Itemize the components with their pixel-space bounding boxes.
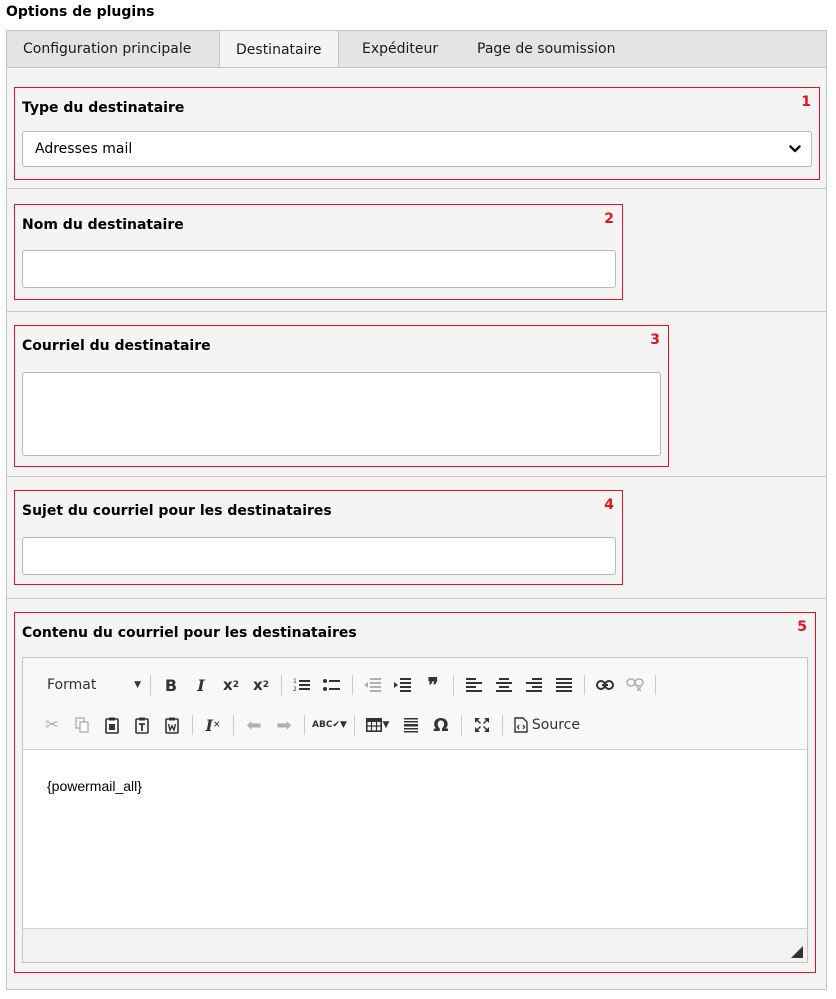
tab-sender[interactable]: Expéditeur — [362, 41, 439, 57]
special-character-icon[interactable]: Ω — [433, 714, 449, 736]
horizontal-line-icon[interactable] — [398, 712, 424, 738]
receiver-body-field — [14, 612, 816, 973]
tab-main-configuration[interactable]: Configuration principale — [23, 41, 192, 57]
source-button[interactable] — [510, 712, 584, 738]
bulleted-list-icon[interactable] — [319, 672, 345, 698]
toolbar-separator — [655, 675, 656, 695]
annotation-badge: 5 — [797, 619, 807, 635]
numbered-list-icon[interactable] — [289, 672, 315, 698]
source-button-label: Source — [531, 717, 580, 733]
annotation-badge: 2 — [604, 211, 614, 227]
blockquote-icon[interactable]: ❞ — [427, 673, 439, 697]
cut-icon[interactable]: ✂ — [44, 715, 60, 735]
unlink-icon[interactable] — [622, 672, 648, 698]
receiver-name-field — [14, 204, 623, 300]
toolbar-separator — [502, 715, 503, 735]
format-dropdown-label: Format — [47, 677, 97, 693]
receiver-subject-label: Sujet du courriel pour les destinataires — [22, 503, 332, 519]
rich-text-editor — [22, 657, 808, 963]
toolbar-separator — [352, 675, 353, 695]
toolbar-separator — [461, 715, 462, 735]
toolbar-separator — [192, 715, 193, 735]
row-divider — [6, 598, 827, 599]
receiver-type-field — [14, 87, 820, 180]
chevron-down-icon — [789, 143, 801, 155]
toolbar-separator — [584, 675, 585, 695]
paste-icon[interactable] — [99, 712, 125, 738]
italic-icon[interactable]: I — [197, 675, 205, 695]
editor-status-bar — [23, 928, 807, 962]
bold-icon[interactable]: B — [164, 675, 178, 695]
toolbar-separator — [453, 675, 454, 695]
format-dropdown[interactable] — [37, 672, 145, 698]
receiver-subject-input[interactable] — [22, 537, 616, 575]
toolbar-separator — [281, 675, 282, 695]
subscript-icon[interactable]: x 2 — [223, 676, 239, 694]
undo-icon[interactable]: ⬅ — [246, 714, 262, 736]
toolbar-separator — [304, 715, 305, 735]
row-divider — [6, 311, 827, 312]
svg-text:2: 2 — [293, 686, 297, 693]
page-title: Options de plugins — [6, 4, 155, 20]
receiver-email-label: Courriel du destinataire — [22, 338, 211, 354]
align-center-icon[interactable] — [491, 672, 517, 698]
tab-bar — [6, 30, 827, 68]
tab-receiver[interactable]: Destinataire — [219, 30, 339, 70]
svg-text:1: 1 — [293, 678, 297, 685]
tab-submit-page[interactable]: Page de soumission — [477, 41, 616, 57]
spellcheck-icon[interactable]: ABC✔ ▼ — [312, 720, 347, 730]
receiver-type-select[interactable] — [22, 131, 812, 167]
receiver-subject-field — [14, 490, 623, 585]
receiver-type-value: Adresses mail — [35, 141, 133, 157]
receiver-name-input[interactable] — [22, 250, 616, 288]
paste-word-icon[interactable] — [159, 712, 185, 738]
toolbar-separator — [354, 715, 355, 735]
toolbar-separator — [233, 715, 234, 735]
outdent-icon[interactable] — [360, 672, 386, 698]
annotation-badge: 4 — [604, 497, 614, 513]
align-right-icon[interactable] — [521, 672, 547, 698]
receiver-email-textarea[interactable] — [22, 372, 661, 456]
receiver-type-label: Type du destinataire — [22, 100, 185, 116]
receiver-name-label: Nom du destinataire — [22, 217, 184, 233]
maximize-icon[interactable] — [469, 712, 495, 738]
annotation-badge: 3 — [650, 332, 660, 348]
remove-format-icon[interactable]: I × — [205, 715, 221, 735]
copy-icon[interactable] — [69, 712, 95, 738]
link-icon[interactable] — [592, 672, 618, 698]
caret-down-icon: ▼ — [134, 680, 141, 690]
redo-icon[interactable]: ➡ — [276, 714, 292, 736]
row-divider — [6, 188, 827, 189]
table-icon[interactable]: ▼ — [362, 712, 394, 738]
editor-toolbar — [23, 658, 807, 750]
source-icon — [514, 717, 528, 733]
indent-icon[interactable] — [390, 672, 416, 698]
align-left-icon[interactable] — [461, 672, 487, 698]
align-justify-icon[interactable] — [551, 672, 577, 698]
editor-content-text: {powermail_all} — [47, 778, 142, 794]
annotation-badge: 1 — [801, 94, 811, 110]
receiver-body-label: Contenu du courriel pour les destinataires — [22, 625, 357, 641]
resize-handle-icon[interactable] — [791, 946, 803, 958]
editor-content-area[interactable] — [23, 750, 807, 928]
toolbar-separator — [150, 675, 151, 695]
row-divider — [6, 476, 827, 477]
paste-text-icon[interactable] — [129, 712, 155, 738]
superscript-icon[interactable]: x 2 — [253, 676, 269, 694]
receiver-email-field — [14, 325, 669, 467]
